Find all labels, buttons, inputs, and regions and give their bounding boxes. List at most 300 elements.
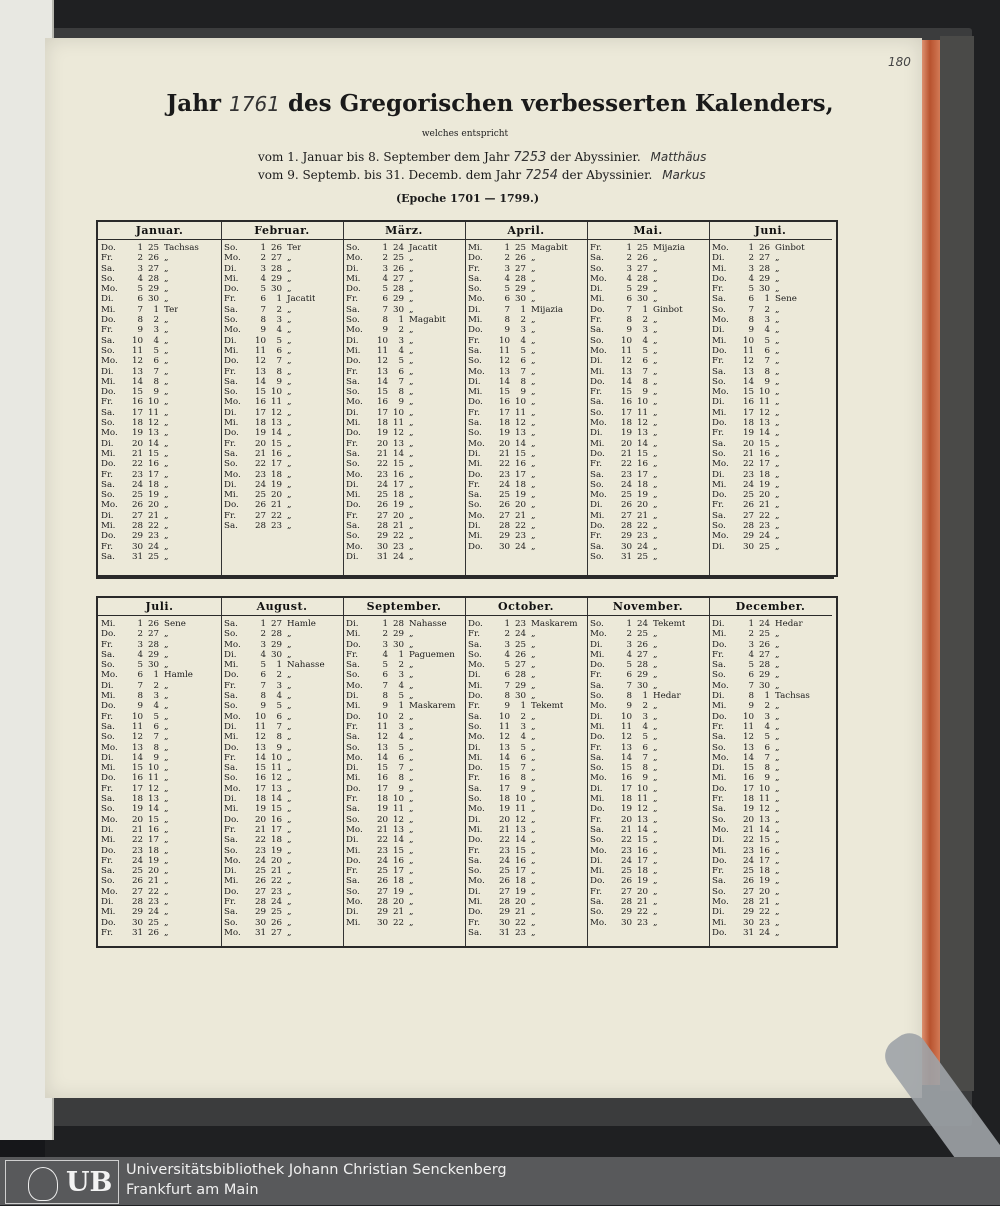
abyssinian-month: „ [653, 315, 658, 326]
abyssinian-month: Jacatit [409, 243, 438, 253]
month-name: März. [343, 222, 465, 240]
gregorian-day: 20 [376, 438, 388, 449]
abyssinian-month: „ [287, 335, 292, 346]
gregorian-day: 4 [260, 649, 266, 660]
gregorian-day: 23 [742, 845, 754, 856]
day-row [465, 866, 587, 876]
gregorian-day: 8 [748, 691, 754, 702]
day-row [98, 681, 221, 691]
day-row [709, 253, 832, 263]
abyssinian-month: „ [775, 479, 780, 490]
weekday: Do. [224, 742, 239, 753]
abyssinian-month: „ [653, 521, 658, 532]
day-row [98, 691, 221, 701]
day-row [221, 640, 343, 650]
month-name: November. [587, 598, 709, 616]
abyssinian-day: 18 [758, 866, 770, 877]
weekday: Do. [468, 469, 483, 480]
gregorian-day: 28 [376, 521, 388, 532]
day-row [465, 732, 587, 742]
gregorian-day: 3 [748, 639, 754, 650]
abyssinian-month: „ [409, 263, 414, 274]
abyssinian-day: 1 [642, 691, 648, 702]
gregorian-day: 15 [498, 387, 510, 398]
abyssinian-day: 7 [276, 356, 282, 367]
day-row [587, 428, 709, 438]
weekday: Di. [590, 284, 603, 295]
weekday: Fr. [224, 510, 236, 521]
day-row [221, 284, 343, 294]
weekday: So. [468, 866, 482, 877]
abyssinian-day: 23 [636, 531, 648, 542]
gregorian-day: 23 [742, 469, 754, 480]
day-row [465, 722, 587, 732]
line1-suffix: der Abyssinier. [550, 150, 641, 164]
weekday: Do. [712, 490, 727, 501]
day-row [587, 825, 709, 835]
abyssinian-month: „ [653, 356, 658, 367]
abyssinian-month: „ [287, 448, 292, 459]
day-row [465, 459, 587, 469]
weekday: Sa. [590, 253, 604, 264]
day-row [98, 866, 221, 876]
abyssinian-month: „ [409, 448, 414, 459]
weekday: Mo. [224, 927, 241, 938]
day-row [221, 294, 343, 304]
day-row [587, 284, 709, 294]
day-row [343, 552, 465, 562]
gregorian-day: 6 [137, 670, 143, 681]
weekday: Sa. [712, 366, 726, 377]
day-row [98, 743, 221, 753]
day-row [709, 732, 832, 742]
abyssinian-month: „ [531, 876, 536, 887]
abyssinian-month: „ [775, 711, 780, 722]
weekday: Mo. [224, 783, 241, 794]
weekday: Mo. [101, 814, 118, 825]
abyssinian-month: „ [531, 804, 536, 815]
abyssinian-day: 6 [764, 345, 770, 356]
gregorian-day: 30 [131, 917, 143, 928]
gregorian-day: 22 [131, 835, 143, 846]
abyssinian-month: „ [531, 376, 536, 387]
gregorian-day: 21 [742, 448, 754, 459]
gregorian-day: 30 [498, 917, 510, 928]
month-name: December. [709, 598, 832, 616]
day-row [98, 712, 221, 722]
abyssinian-month: Ter [287, 243, 302, 253]
abyssinian-month: „ [409, 551, 414, 562]
abyssinian-month: „ [164, 742, 169, 753]
gregorian-day: 18 [498, 794, 510, 805]
weekday: Di. [712, 619, 725, 629]
abyssinian-day: 6 [642, 742, 648, 753]
gregorian-day: 21 [498, 824, 510, 835]
abyssinian-month: „ [653, 490, 658, 501]
gregorian-day: 24 [254, 479, 266, 490]
day-row [587, 897, 709, 907]
gregorian-day: 10 [620, 711, 632, 722]
weekday: Mo. [590, 273, 607, 284]
day-row [343, 918, 465, 928]
gregorian-day: 21 [620, 448, 632, 459]
gregorian-day: 24 [620, 855, 632, 866]
weekday: Sa. [224, 835, 238, 846]
day-row [587, 835, 709, 845]
abyssinian-month: „ [775, 335, 780, 346]
weekday: Mo. [346, 253, 363, 264]
abyssinian-day: 27 [270, 927, 282, 938]
weekday: Mo. [468, 294, 485, 305]
day-row [98, 521, 221, 531]
abyssinian-day: 15 [147, 448, 159, 459]
day-row [587, 253, 709, 263]
abyssinian-month: „ [531, 325, 536, 336]
abyssinian-month: Ginbot [653, 304, 683, 315]
weekday: Di. [590, 855, 603, 866]
day-row [709, 305, 832, 315]
abyssinian-month: „ [287, 773, 292, 784]
weekday: Mi. [224, 804, 239, 815]
abyssinian-month: „ [164, 541, 169, 552]
day-row [98, 918, 221, 928]
abyssinian-day: 19 [392, 500, 404, 511]
abyssinian-month: „ [531, 845, 536, 856]
day-row [221, 428, 343, 438]
abyssinian-month: „ [531, 927, 536, 938]
abyssinian-month: Tekemt [653, 619, 686, 629]
weekday: Mi. [346, 418, 361, 429]
abyssinian-month: „ [287, 459, 292, 470]
abyssinian-month: „ [164, 886, 169, 897]
weekday: Do. [101, 629, 116, 640]
abyssinian-month: „ [653, 917, 658, 928]
day-row [98, 887, 221, 897]
gregorian-day: 9 [748, 701, 754, 712]
day-row [709, 701, 832, 711]
weekday: So. [712, 814, 726, 825]
weekday: Do. [590, 521, 605, 532]
day-row [98, 619, 221, 629]
abyssinian-month: „ [409, 531, 414, 542]
abyssinian-day: 27 [147, 263, 159, 274]
abyssinian-day: 19 [758, 876, 770, 887]
gregorian-day: 4 [137, 649, 143, 660]
abyssinian-day: 23 [514, 619, 526, 629]
day-row [98, 305, 221, 315]
abyssinian-day: 12 [392, 428, 404, 439]
abyssinian-month: „ [653, 448, 658, 459]
weekday: Sa. [224, 304, 238, 315]
abyssinian-day: 16 [392, 469, 404, 480]
gregorian-day: 19 [742, 804, 754, 815]
weekday: Sa. [101, 551, 115, 562]
weekday: Sa. [101, 479, 115, 490]
day-row [465, 650, 587, 660]
day-row [587, 531, 709, 541]
weekday: Fr. [468, 629, 480, 640]
day-row [343, 887, 465, 897]
weekday: Mi. [224, 732, 239, 743]
weekday: Sa. [346, 304, 360, 315]
day-row [465, 377, 587, 387]
gregorian-day: 7 [260, 304, 266, 315]
day-row [98, 387, 221, 397]
abyssinian-day: 26 [636, 639, 648, 650]
weekday: Do. [712, 418, 727, 429]
abyssinian-month: „ [287, 397, 292, 408]
abyssinian-month: „ [164, 335, 169, 346]
abyssinian-day: 7 [642, 752, 648, 763]
weekday: Sa. [712, 294, 726, 305]
weekday: Mo. [590, 629, 607, 640]
day-row [465, 784, 587, 794]
abyssinian-month: „ [531, 459, 536, 470]
gregorian-day: 7 [504, 680, 510, 691]
abyssinian-day: 2 [276, 304, 282, 315]
abyssinian-day: 27 [270, 619, 282, 629]
gregorian-day: 6 [504, 294, 510, 305]
weekday: Mi. [712, 335, 727, 346]
weekday: Mo. [712, 897, 729, 908]
abyssinian-day: 6 [520, 356, 526, 367]
gregorian-day: 2 [626, 253, 632, 264]
day-row [587, 701, 709, 711]
abyssinian-day: 29 [147, 649, 159, 660]
day-row [221, 732, 343, 742]
gregorian-day: 10 [376, 335, 388, 346]
abyssinian-day: 28 [147, 273, 159, 284]
day-row [343, 521, 465, 531]
abyssinian-day: 6 [398, 366, 404, 377]
abyssinian-month: „ [287, 263, 292, 274]
gregorian-day: 7 [504, 304, 510, 315]
gregorian-day: 2 [382, 253, 388, 264]
abyssinian-month: „ [531, 691, 536, 702]
weekday: Fr. [468, 335, 480, 346]
abyssinian-day: 28 [758, 263, 770, 274]
weekday: Di. [346, 551, 359, 562]
abyssinian-month: „ [531, 315, 536, 326]
abyssinian-month: „ [409, 418, 414, 429]
abyssinian-month: „ [653, 701, 658, 712]
gregorian-day: 26 [498, 500, 510, 511]
abyssinian-day: 6 [276, 345, 282, 356]
gregorian-day: 18 [498, 418, 510, 429]
abyssinian-day: 20 [270, 855, 282, 866]
abyssinian-month: „ [531, 263, 536, 274]
weekday: Mi. [224, 345, 239, 356]
day-row [221, 439, 343, 449]
day-row [587, 521, 709, 531]
day-row [98, 356, 221, 366]
weekday: Sa. [101, 866, 115, 877]
abyssinian-month: „ [775, 794, 780, 805]
day-row [587, 691, 709, 701]
weekday: Mo. [712, 387, 729, 398]
day-row [343, 784, 465, 794]
abyssinian-day: 3 [520, 721, 526, 732]
day-row [221, 763, 343, 773]
abyssinian-day: 14 [392, 835, 404, 846]
abyssinian-month: „ [164, 407, 169, 418]
abyssinian-month: „ [164, 649, 169, 660]
day-row [465, 542, 587, 552]
weekday: Sa. [101, 407, 115, 418]
day-row [465, 367, 587, 377]
abyssinian-day: 2 [398, 660, 404, 671]
weekday: Fr. [224, 366, 236, 377]
abyssinian-month: „ [164, 804, 169, 815]
abyssinian-day: 10 [514, 794, 526, 805]
weekday: Mi. [590, 866, 605, 877]
weekday: Mo. [590, 418, 607, 429]
abyssinian-month: „ [653, 541, 658, 552]
day-row [709, 470, 832, 480]
weekday: So. [346, 459, 360, 470]
day-row [343, 815, 465, 825]
weekday: Mo. [468, 876, 485, 887]
day-row [587, 732, 709, 742]
weekday: Fr. [346, 794, 358, 805]
day-row [709, 490, 832, 500]
abyssinian-month: „ [653, 763, 658, 774]
day-row [465, 825, 587, 835]
gregorian-day: 24 [131, 479, 143, 490]
day-row [343, 439, 465, 449]
gregorian-day: 27 [498, 886, 510, 897]
abyssinian-day: 27 [392, 273, 404, 284]
abyssinian-day: 19 [392, 886, 404, 897]
weekday: Di. [224, 263, 237, 274]
weekday: Fr. [590, 670, 602, 681]
abyssinian-month: „ [653, 510, 658, 521]
weekday: So. [712, 886, 726, 897]
weekday: Mi. [101, 619, 116, 629]
weekday: So. [590, 619, 604, 629]
day-row [221, 619, 343, 629]
gregorian-day: 13 [498, 366, 510, 377]
gregorian-day: 30 [254, 917, 266, 928]
day-row [98, 470, 221, 480]
gregorian-day: 3 [626, 639, 632, 650]
abyssinian-month: „ [775, 804, 780, 815]
abyssinian-day: 19 [514, 490, 526, 501]
day-row [221, 253, 343, 263]
weekday: Mi. [590, 649, 605, 660]
weekday: Di. [590, 500, 603, 511]
day-row [709, 377, 832, 387]
day-row [221, 897, 343, 907]
abyssinian-month: Ginbot [775, 243, 805, 253]
day-row [221, 825, 343, 835]
weekday: Do. [101, 773, 116, 784]
abyssinian-month: Hedar [775, 619, 803, 629]
weekday: Fr. [468, 917, 480, 928]
weekday: So. [224, 917, 238, 928]
day-rows [98, 240, 221, 562]
day-row [709, 866, 832, 876]
weekday: Mo. [346, 824, 363, 835]
abyssinian-month: „ [409, 325, 414, 336]
day-row [587, 866, 709, 876]
weekday: Di. [712, 253, 725, 264]
abyssinian-day: 6 [398, 752, 404, 763]
abyssinian-day: 17 [758, 855, 770, 866]
abyssinian-month: „ [409, 335, 414, 346]
abyssinian-day: 14 [270, 794, 282, 805]
abyssinian-day: 27 [514, 263, 526, 274]
weekday: Sa. [590, 541, 604, 552]
weekday: Mi. [346, 701, 361, 712]
abyssinian-day: 30 [514, 294, 526, 305]
gregorian-day: 31 [620, 551, 632, 562]
weekday: Do. [590, 804, 605, 815]
gregorian-day: 24 [742, 855, 754, 866]
abyssinian-day: 17 [514, 469, 526, 480]
gregorian-day: 17 [620, 407, 632, 418]
abyssinian-day: 20 [758, 886, 770, 897]
day-row [587, 408, 709, 418]
day-row [98, 670, 221, 680]
abyssinian-day: 20 [758, 490, 770, 501]
day-row [709, 542, 832, 552]
day-row [98, 732, 221, 742]
weekday: Mo. [224, 397, 241, 408]
weekday: Mo. [224, 469, 241, 480]
day-row [98, 408, 221, 418]
line2-year-handwritten: 7254 [524, 168, 559, 183]
abyssinian-day: 1 [276, 294, 282, 305]
weekday: Mo. [590, 701, 607, 712]
month-column [709, 598, 832, 946]
weekday: Mi. [468, 243, 483, 253]
gregorian-day: 9 [260, 701, 266, 712]
abyssinian-day: 22 [636, 907, 648, 918]
weekday: Sa. [590, 680, 604, 691]
weekday: Mi. [346, 490, 361, 501]
day-row [587, 387, 709, 397]
abyssinian-month: „ [531, 794, 536, 805]
gregorian-day: 16 [742, 397, 754, 408]
gregorian-day: 25 [376, 866, 388, 877]
abyssinian-day: 22 [392, 917, 404, 928]
abyssinian-month: „ [531, 773, 536, 784]
abyssinian-month: „ [287, 438, 292, 449]
gregorian-day: 9 [260, 325, 266, 336]
abyssinian-day: 4 [276, 691, 282, 702]
abyssinian-day: 20 [392, 510, 404, 521]
weekday: Do. [101, 845, 116, 856]
abyssinian-day: 23 [758, 521, 770, 532]
weekday: Mo. [101, 428, 118, 439]
gregorian-day: 20 [254, 438, 266, 449]
abyssinian-day: 24 [514, 629, 526, 640]
abyssinian-month: „ [653, 253, 658, 264]
day-row [343, 732, 465, 742]
day-row [221, 243, 343, 253]
day-rows [465, 616, 587, 938]
gregorian-day: 5 [626, 660, 632, 671]
weekday: Fr. [101, 469, 113, 480]
weekday: Sa. [468, 783, 482, 794]
day-row [587, 480, 709, 490]
gregorian-day: 27 [376, 886, 388, 897]
abyssinian-day: 3 [398, 721, 404, 732]
abyssinian-day: 13 [514, 824, 526, 835]
weekday: So. [346, 814, 360, 825]
abyssinian-day: 6 [764, 742, 770, 753]
